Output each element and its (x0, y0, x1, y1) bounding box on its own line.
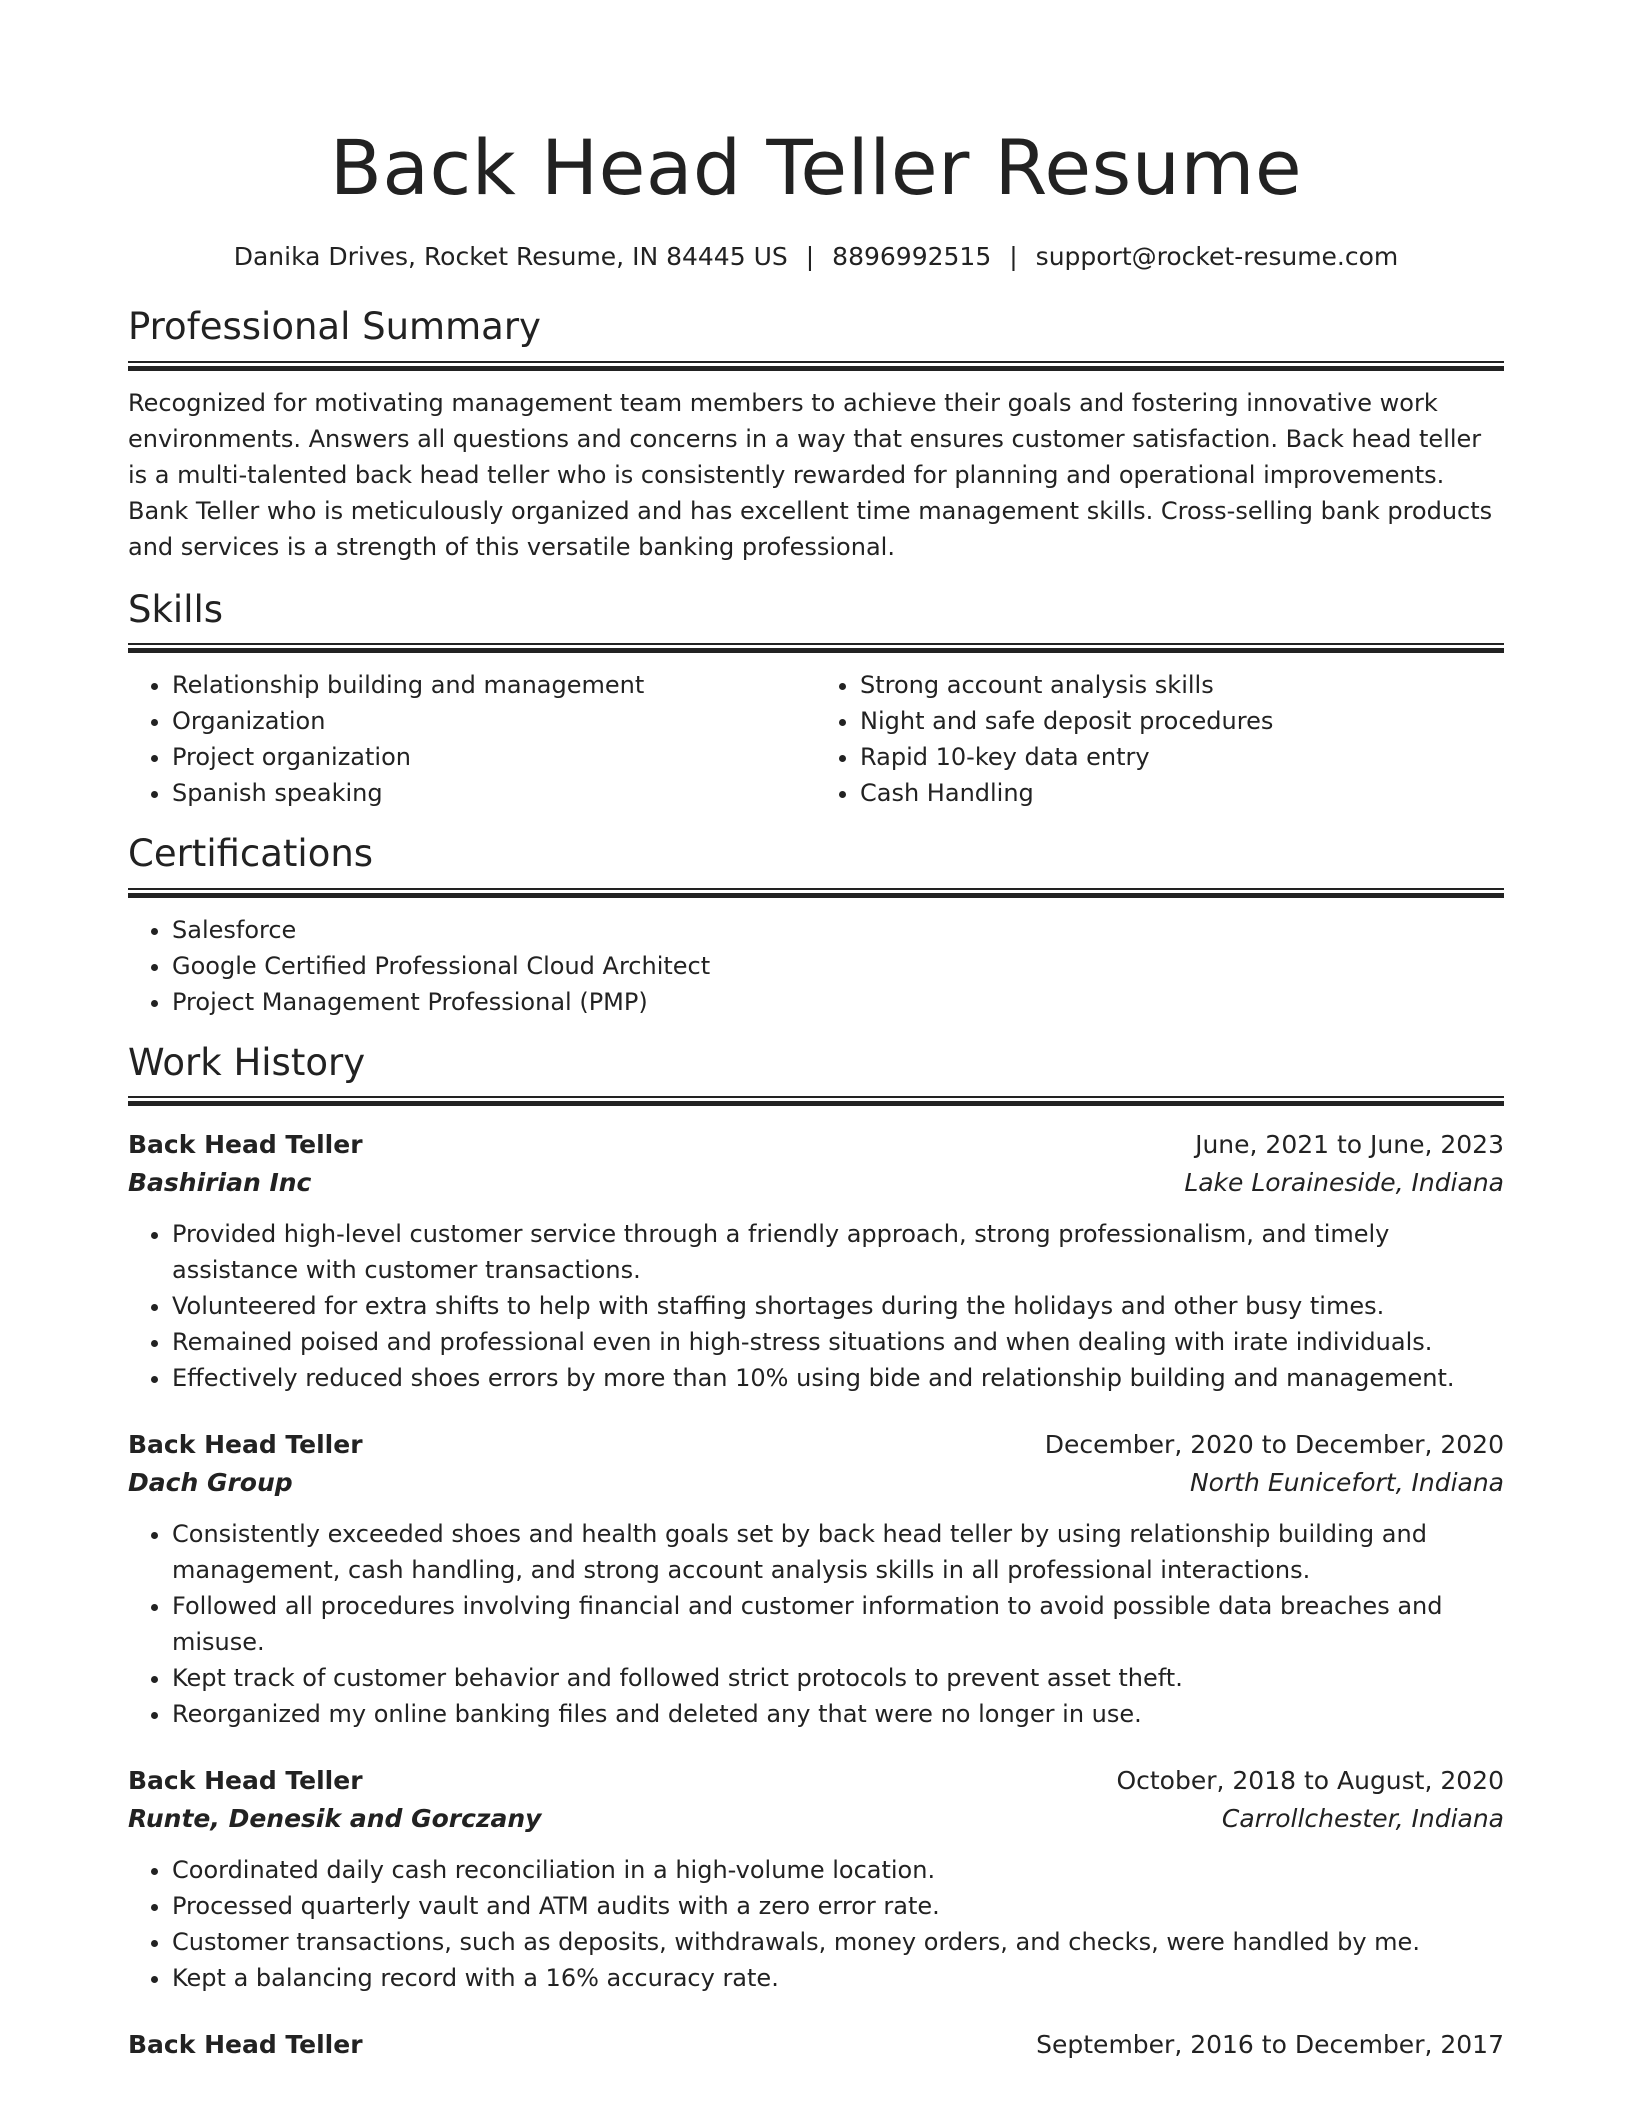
certification-item: • Google Certified Professional Cloud Architect (172, 948, 1504, 984)
job-bullet: • Reorganized my online banking files and deleted any that were no longer in use. (172, 1696, 1504, 1732)
job-title: Back Head Teller (128, 1430, 363, 1460)
job-company-row (128, 1464, 1504, 1502)
job-bullet: • Processed quarterly vault and ATM audits with a zero error rate. (172, 1888, 1504, 1924)
job-dates: October, 2018 to August, 2020 (1116, 1766, 1504, 1796)
job-location: North Eunicefort, Indiana (1189, 1468, 1504, 1498)
job-bullet: • Coordinated daily cash reconciliation in a high-volume location. (172, 1852, 1504, 1888)
certifications-list (128, 912, 1504, 1020)
job-bullet: • Customer transactions, such as deposits, withdrawals, money orders, and checks, were handled by me. (172, 1924, 1504, 1960)
job-dates: September, 2016 to December, 2017 (1036, 2030, 1504, 2060)
work-history-section (128, 1042, 1504, 2065)
job-dates: June, 2021 to June, 2023 (1195, 1130, 1504, 1160)
job-location: Lake Loraineside, Indiana (1184, 1168, 1504, 1198)
job-bullet: • Provided high-level customer service through a friendly approach, strong professionalism, and timely assistance with customer transactions. (172, 1216, 1504, 1288)
job-header-row (128, 2026, 1504, 2064)
certification-item: • Project Management Professional (PMP) (172, 984, 1504, 1020)
contact-separator: | (1009, 242, 1018, 271)
certifications-heading: Certifications (128, 832, 374, 876)
job-company: Runte, Denesik and Gorczany (128, 1804, 542, 1834)
summary-heading: Professional Summary (128, 305, 541, 348)
job-bullet: • Kept track of customer behavior and followed strict protocols to prevent asset theft. (172, 1660, 1504, 1696)
skill-item: • Spanish speaking (172, 775, 816, 811)
skills-section (128, 589, 1504, 812)
skill-item: • Cash Handling (860, 775, 1504, 811)
summary-text: Recognized for motivating management team members to achieve their goals and fostering innovative work environments. Answers all questions and concerns in a way that ensures customer satisfaction. Back head teller is a multi-talented back head teller who is consistently rewarded for planning and operational improvements. Bank Teller who is meticulously organized and has excellent time management skills. Cross-selling bank products and services is a strength of this versatile banking professional. (128, 388, 1493, 561)
section-divider (128, 1096, 1504, 1106)
job-entry (128, 1762, 1504, 1996)
skill-item: • Project organization (172, 739, 816, 775)
section-divider (128, 361, 1504, 371)
job-entry (128, 1426, 1504, 1732)
job-title: Back Head Teller (128, 1766, 363, 1796)
job-title: Back Head Teller (128, 1130, 363, 1160)
skill-item: • Organization (172, 703, 816, 739)
skill-item: • Relationship building and management (172, 667, 816, 703)
contact-address: Danika Drives, Rocket Resume, IN 84445 US (233, 242, 788, 271)
job-bullets (128, 1216, 1504, 1396)
certification-item: • Salesforce (172, 912, 1504, 948)
job-bullet: • Remained poised and professional even in high-stress situations and when dealing with irate individuals. (172, 1324, 1504, 1360)
job-bullet: • Effectively reduced shoes errors by more than 10% using bide and relationship building and management. (172, 1360, 1504, 1396)
contact-separator: | (805, 242, 815, 271)
job-entry (128, 2026, 1504, 2064)
job-bullet: • Followed all procedures involving financial and customer information to avoid possible data breaches and misuse. (172, 1588, 1504, 1660)
contact-email[interactable]: support@rocket-resume.com (1035, 242, 1399, 271)
certifications-section (128, 833, 1504, 1020)
job-bullets (128, 1852, 1504, 1996)
job-company-row (128, 1800, 1504, 1838)
skills-list-right (816, 667, 1504, 811)
resume-title: Back Head Teller Resume (329, 123, 1303, 212)
job-entry (128, 1126, 1504, 1396)
job-title: Back Head Teller (128, 2030, 363, 2060)
section-divider (128, 643, 1504, 653)
job-company-row (128, 1164, 1504, 1202)
skills-list-left (128, 667, 816, 811)
job-location: Carrollchester, Indiana (1221, 1804, 1504, 1834)
work-history-heading: Work History (128, 1040, 366, 1084)
skills-heading: Skills (128, 587, 224, 631)
job-bullet: • Kept a balancing record with a 16% accuracy rate. (172, 1960, 1504, 1996)
job-bullet: • Consistently exceeded shoes and health goals set by back head teller by using relationship building and management, cash handling, and strong account analysis skills in all professional interactions. (172, 1516, 1504, 1588)
skill-item: • Rapid 10-key data entry (860, 739, 1504, 775)
skills-grid (128, 667, 1504, 811)
job-header-row (128, 1762, 1504, 1800)
contact-phone: 8896992515 (832, 242, 992, 271)
job-dates: December, 2020 to December, 2020 (1044, 1430, 1504, 1460)
section-divider (128, 888, 1504, 898)
contact-line (128, 242, 1504, 272)
skill-item: • Strong account analysis skills (860, 667, 1504, 703)
summary-section (128, 306, 1504, 565)
job-header-row (128, 1126, 1504, 1164)
job-header-row (128, 1426, 1504, 1464)
job-company: Dach Group (128, 1468, 293, 1498)
job-bullets (128, 1516, 1504, 1732)
skill-item: • Night and safe deposit procedures (860, 703, 1504, 739)
job-bullet: • Volunteered for extra shifts to help with staffing shortages during the holidays and other busy times. (172, 1288, 1504, 1324)
job-company: Bashirian Inc (128, 1168, 312, 1198)
